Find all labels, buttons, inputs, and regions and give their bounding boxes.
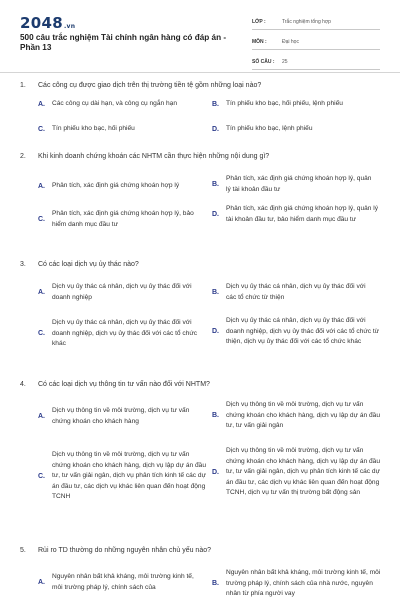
option-text: Phân tích, xác định giá chứng khoán hợp lý, bảo hiểm danh mục đầu tư	[52, 210, 194, 228]
option-text: Dịch vụ ủy thác cá nhân, dịch vụ ủy thác đối với doanh nghiệp, dịch vụ ủy thác đối với các tổ chức từ thiện, dịch vụ ủy thác đối với các tổ chức khác	[226, 317, 380, 345]
header-divider	[0, 72, 400, 73]
option-letter: A.	[38, 579, 45, 586]
question-text: Các công cụ được giao dịch trên thị trường tiền tệ gồm những loại nào?	[38, 82, 262, 89]
site-logo[interactable]	[20, 14, 75, 32]
option-text: Dịch vụ thông tin về môi trường, dịch vụ tư vấn chứng khoán cho khách hàng, dịch vụ lập dự án đầu tư, tư vấn giải ngân, dịch vụ phân tích kinh tế các dự án đầu tư, các dịch vụ khác liên quan đến hoạt động TCNH	[52, 451, 207, 500]
option-c[interactable]	[38, 450, 218, 503]
option-c[interactable]	[38, 318, 218, 350]
option-letter: C.	[38, 472, 45, 480]
question-number: 3.	[20, 261, 26, 268]
option-text: Dịch vụ thông tin về môi trường, dịch vụ tư vấn chứng khoán cho khách hàng	[52, 407, 190, 425]
option-letter: C.	[38, 125, 45, 133]
option-b[interactable]	[212, 400, 392, 432]
option-letter: B.	[212, 412, 219, 420]
option-text: Nguyên nhân bất khả kháng, môi trường kinh tế, môi trường pháp lý, chính sách của	[52, 573, 194, 591]
meta-row-subject	[252, 34, 380, 50]
option-text: Dịch vụ thông tin về môi trường, dịch vụ tư vấn chứng khoán cho khách hàng, dịch vụ lập dự án đầu tư, tư vấn giải ngân, dịch vụ phân tích kinh tế các dự án đầu tư, các dịch vụ khác liên quan đến hoạt động TCNH, dịch vụ tư vấn thị trường bất động sản	[226, 447, 381, 496]
option-text: Tín phiếu kho bạc, hối phiếu	[52, 125, 135, 132]
option-a[interactable]	[38, 406, 218, 427]
option-letter: B.	[212, 580, 219, 588]
option-text: Tín phiếu kho bạc, lệnh phiếu	[226, 125, 313, 132]
meta-label: MÔN :	[252, 38, 267, 45]
question-text: Khi kinh doanh chứng khoán các NHTM cần thực hiện những nội dung gì?	[38, 153, 270, 160]
question-number: 4.	[20, 381, 26, 388]
option-text: Dịch vụ ủy thác cá nhân, dịch vụ ủy thác đối với doanh nghiệp	[52, 283, 192, 301]
option-d[interactable]	[212, 204, 392, 225]
option-text: Các công cụ dài hạn, và công cụ ngắn hạn	[52, 100, 178, 107]
question-text: Rủi ro TD thường do những nguyên nhân chủ yếu nào?	[38, 547, 212, 554]
document-title: 500 câu trắc nghiệm Tài chính ngân hàng có đáp án - Phần 13	[20, 33, 227, 52]
option-letter: D.	[212, 125, 219, 133]
option-c[interactable]	[38, 124, 218, 135]
option-text: Dịch vụ thông tin về môi trường, dịch vụ tư vấn chứng khoán cho khách hàng, dịch vụ lập dự án đầu tư, tư vấn giải ngân	[226, 401, 381, 429]
option-letter: B.	[212, 181, 219, 188]
option-letter: C.	[38, 330, 45, 338]
meta-value: Trắc nghiệm tổng hợp	[282, 18, 331, 25]
meta-row-class	[252, 14, 380, 30]
option-c[interactable]	[38, 209, 218, 230]
option-text: Phân tích, xác định giá chứng khoán hợp lý, quản lý tài khoản đầu tư, bảo hiểm danh mục đầu tư	[226, 205, 379, 223]
option-text: Nguyên nhân bất khả kháng, môi trường kinh tế, môi trường pháp lý, chính sách của nhà nước, nguyên nhân từ phía người vay	[226, 569, 381, 597]
option-a[interactable]	[38, 282, 218, 303]
question-text: Có các loại dịch vụ thông tin tư vấn nào đối với NHTM?	[38, 381, 210, 388]
option-letter: A.	[38, 100, 45, 108]
option-a[interactable]	[38, 99, 218, 110]
document-meta	[252, 14, 380, 74]
option-letter: D.	[212, 328, 219, 336]
meta-label: SỐ CÂU :	[252, 58, 275, 65]
option-letter: C.	[38, 216, 45, 223]
option-b[interactable]	[212, 174, 392, 195]
meta-row-count	[252, 54, 380, 70]
option-d[interactable]	[212, 446, 392, 499]
option-d[interactable]	[212, 316, 392, 348]
page-header	[0, 0, 400, 72]
option-b[interactable]	[212, 282, 392, 303]
question-number: 2.	[20, 153, 26, 160]
option-text: Phân tích, xác định giá chứng khoán hợp lý	[52, 181, 180, 189]
question-number: 1.	[20, 82, 26, 89]
question-number: 5.	[20, 547, 26, 554]
meta-label: LỚP :	[252, 18, 266, 25]
question-text: Có các loại dịch vụ ủy thác nào?	[38, 261, 139, 268]
meta-value: 25	[282, 58, 288, 65]
option-letter: A.	[38, 182, 45, 190]
option-letter: A.	[38, 413, 45, 420]
option-b[interactable]	[212, 568, 392, 600]
option-a[interactable]	[38, 174, 218, 198]
option-letter: B.	[212, 289, 219, 296]
meta-value: Đại học	[282, 38, 299, 45]
logo-suffix: .vn	[63, 23, 76, 30]
option-letter: A.	[38, 289, 45, 296]
option-text: Dịch vụ ủy thác cá nhân, dịch vụ ủy thác đối với các tổ chức từ thiện	[226, 283, 366, 301]
option-text: Phân tích, xác định giá chứng khoán hợp lý, quản lý tài khoản đầu tư	[226, 175, 372, 193]
option-b[interactable]	[212, 99, 392, 110]
option-letter: D.	[212, 211, 219, 218]
option-a[interactable]	[38, 572, 218, 593]
option-text: Tín phiếu kho bạc, hối phiếu, lệnh phiếu	[226, 100, 343, 107]
logo-text: 2048	[20, 14, 63, 32]
option-text: Dịch vụ ủy thác cá nhân, dịch vụ ủy thác đối với doanh nghiệp, dịch vụ ủy thác đối với các tổ chức khác	[52, 319, 198, 347]
option-d[interactable]	[212, 124, 392, 135]
option-letter: D.	[212, 468, 219, 476]
option-letter: B.	[212, 100, 219, 108]
